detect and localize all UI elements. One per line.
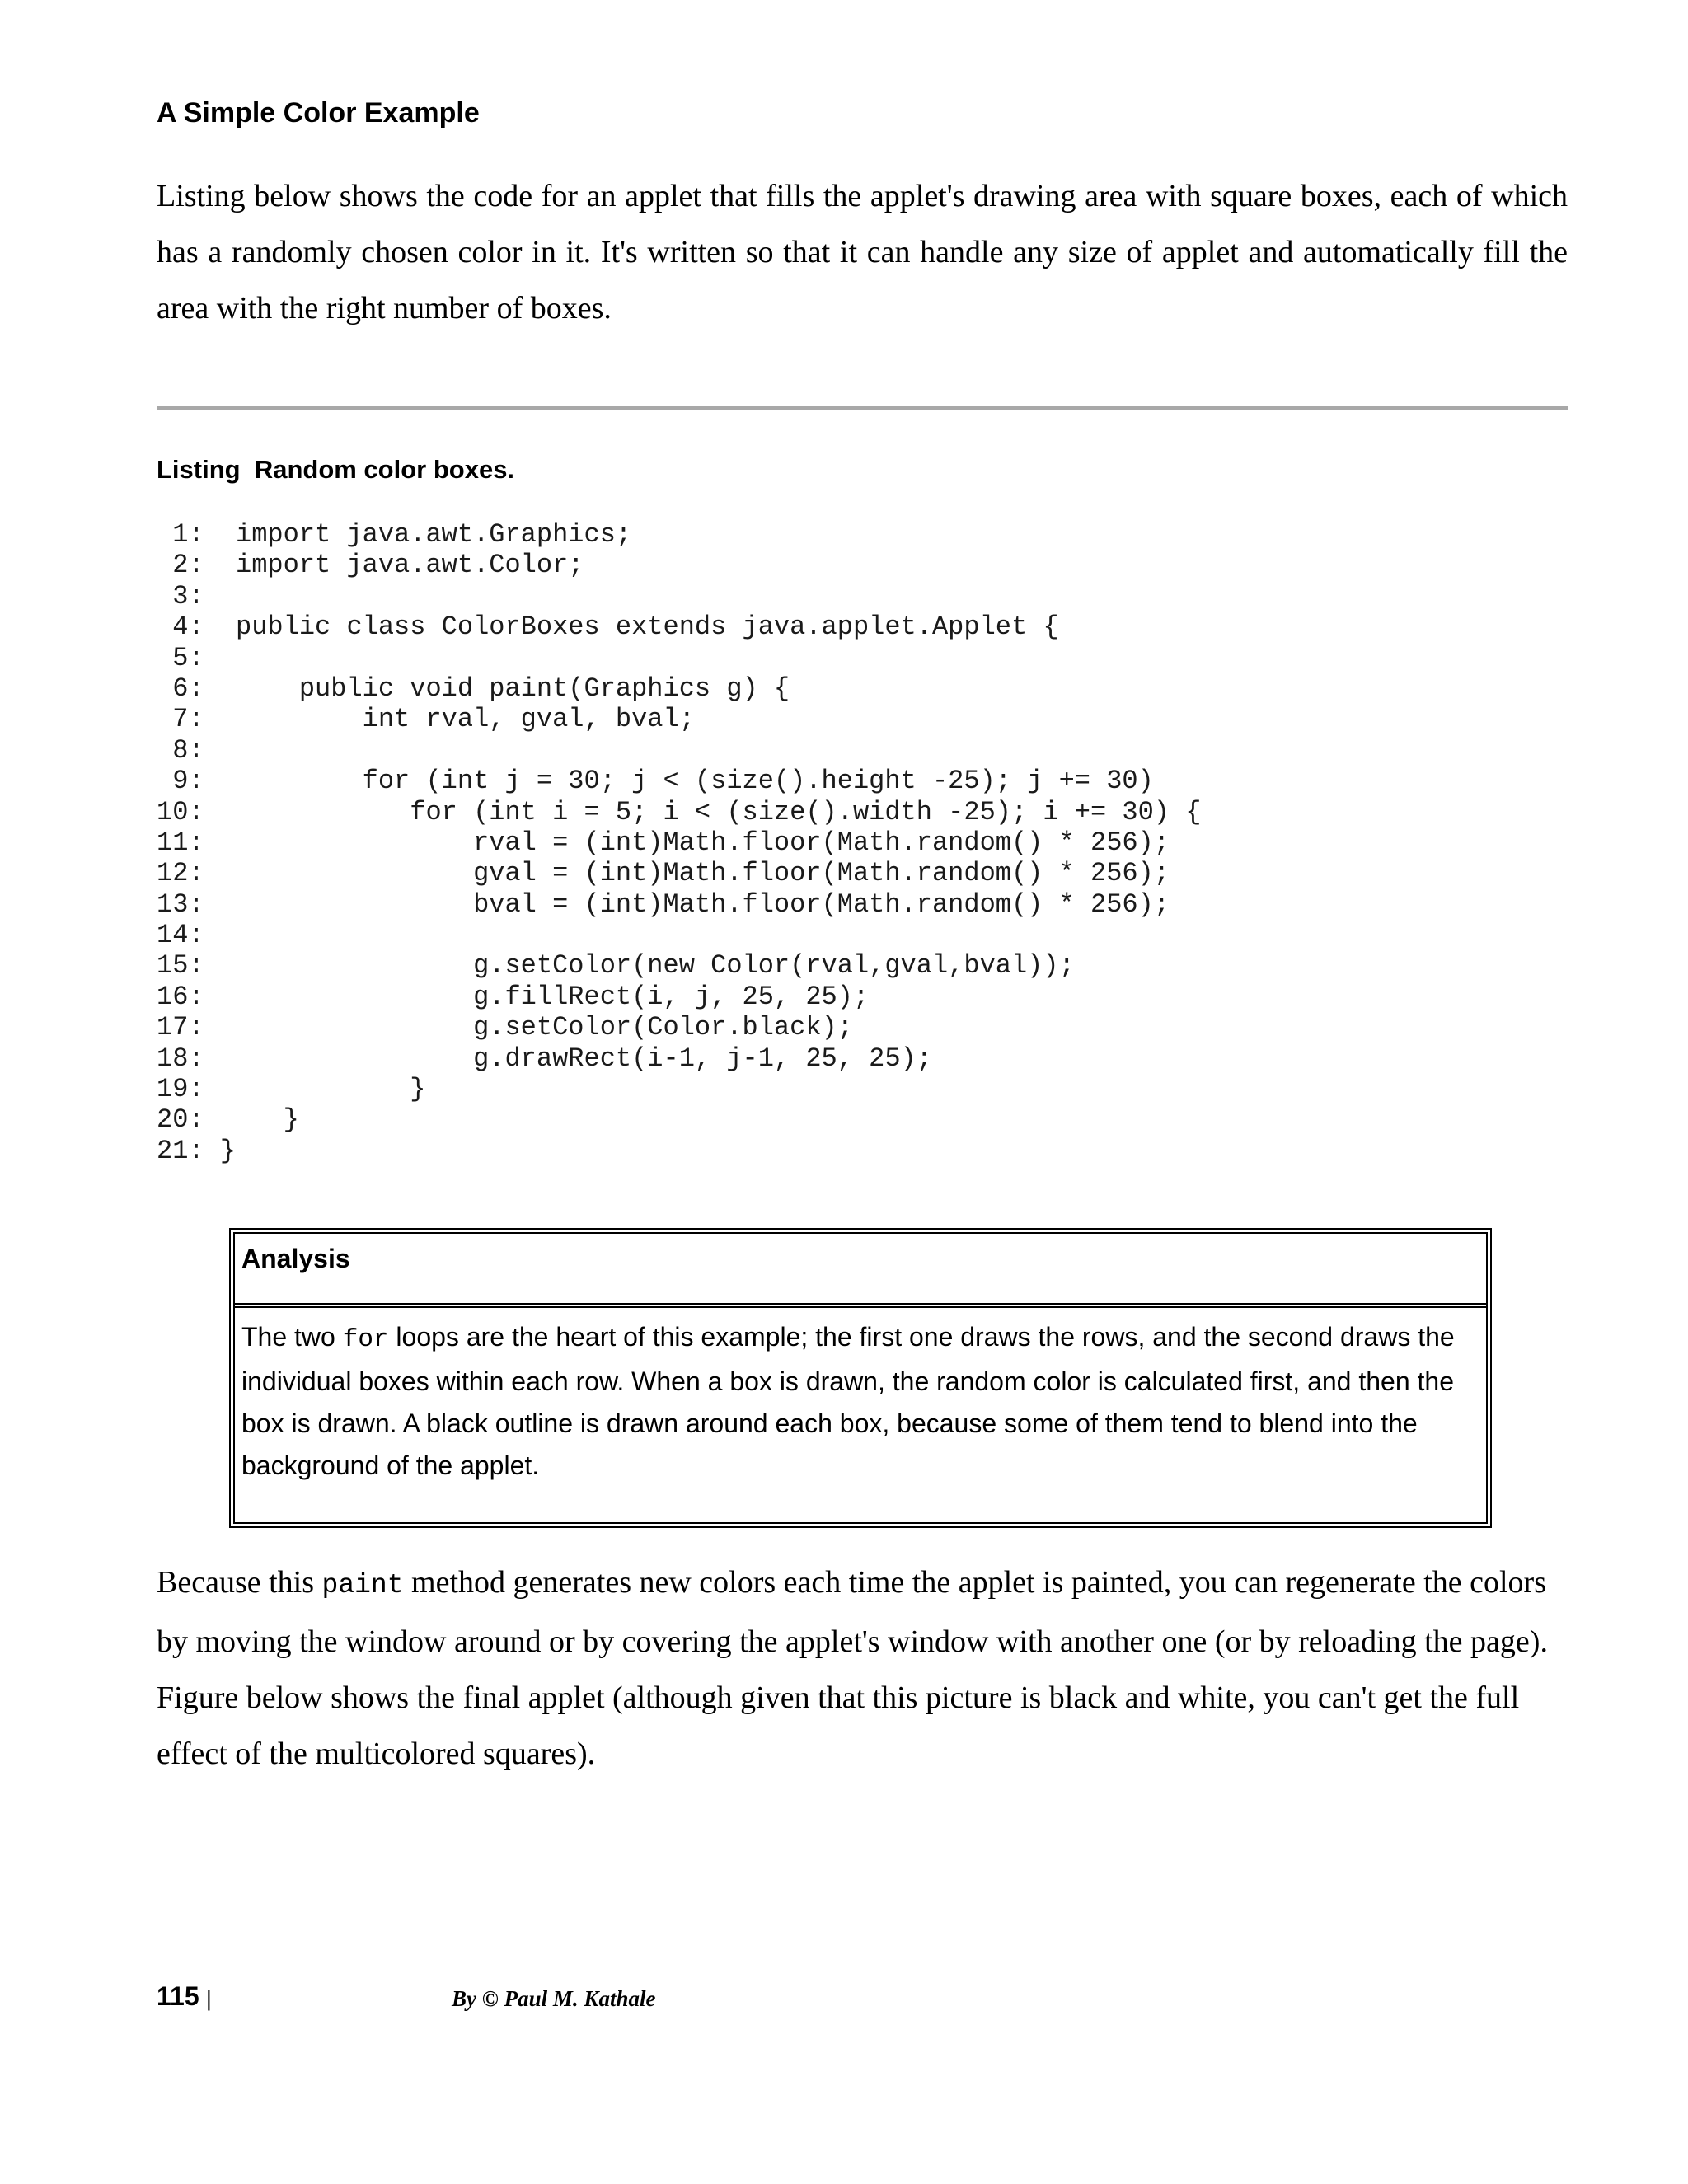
section-divider [157, 406, 1568, 410]
code-line: 8: [157, 734, 204, 766]
footer-separator: | [206, 1986, 212, 2011]
analysis-box [229, 1228, 1492, 1528]
code-line: 11: rval = (int)Math.floor(Math.random() * 256); [157, 827, 1170, 858]
code-line: 6: public void paint(Graphics g) { [157, 673, 790, 704]
code-line: 2: import java.awt.Color; [157, 550, 584, 581]
code-line: 15: g.setColor(new Color(rval,gval,bval)); [157, 950, 1075, 982]
code-line: 14: [157, 920, 204, 951]
code-line: 17: g.setColor(Color.black); [157, 1012, 853, 1043]
inline-code-paint: paint [321, 1570, 404, 1601]
analysis-text-start: The two [241, 1322, 343, 1352]
analysis-text [235, 1313, 1486, 1487]
section-heading: A Simple Color Example [157, 97, 480, 129]
code-line: 19: } [157, 1074, 426, 1105]
code-line: 4: public class ColorBoxes extends java.applet.Applet { [157, 612, 1059, 643]
code-line: 13: bval = (int)Math.floor(Math.random() * 256); [157, 888, 1170, 920]
code-line: 21: } [157, 1135, 237, 1166]
code-line: 3: [157, 580, 204, 612]
code-line: 18: g.drawRect(i-1, j-1, 25, 25); [157, 1043, 932, 1074]
listing-title: Listing Random color boxes. [157, 455, 515, 484]
code-line: 7: int rval, gval, bval; [157, 704, 695, 735]
code-line: 5: [157, 642, 204, 673]
code-line: 1: import java.awt.Graphics; [157, 519, 632, 550]
closing-text-rest: method generates new colors each time the applet is painted, you can regenerate the colors by moving the window around or by covering the applet's window with another one (or by reloading the page). Figure below shows the final applet (although given that this picture is black and white, you can't get the full effect of the multicolored squares). [157, 1565, 1548, 1771]
code-line: 20: } [157, 1104, 299, 1136]
code-line: 9: for (int j = 30; j < (size().height -25); j += 30) [157, 766, 1154, 797]
code-line: 12: gval = (int)Math.floor(Math.random() * 256); [157, 858, 1170, 889]
code-line: 16: g.fillRect(i, j, 25, 25); [157, 981, 870, 1012]
code-line: 10: for (int i = 5; i < (size().width -25); i += 30) { [157, 796, 1202, 827]
inline-code-for: for [342, 1325, 389, 1354]
code-listing [157, 519, 1201, 1166]
closing-text-start: Because this [157, 1565, 322, 1600]
analysis-text-rest: loops are the heart of this example; the first one draws the rows, and the second draws the individual boxes within each row. When a box is drawn, the random color is calculated first, and then the box is drawn. A black outline is drawn around each box, because some of them tend to blend into the background of the applet. [241, 1322, 1455, 1480]
closing-paragraph [157, 1554, 1568, 1782]
intro-paragraph: Listing below shows the code for an applet that fills the applet's drawing area with square boxes, each of which has a randomly chosen color in it. It's written so that it can handle any size of applet and automatically fill the area with the right number of boxes. [157, 179, 1568, 326]
analysis-heading: Analysis [235, 1234, 1486, 1308]
footer-author: By © Paul M. Kathale [452, 1986, 656, 2011]
page-number: 115 [157, 1981, 199, 2011]
